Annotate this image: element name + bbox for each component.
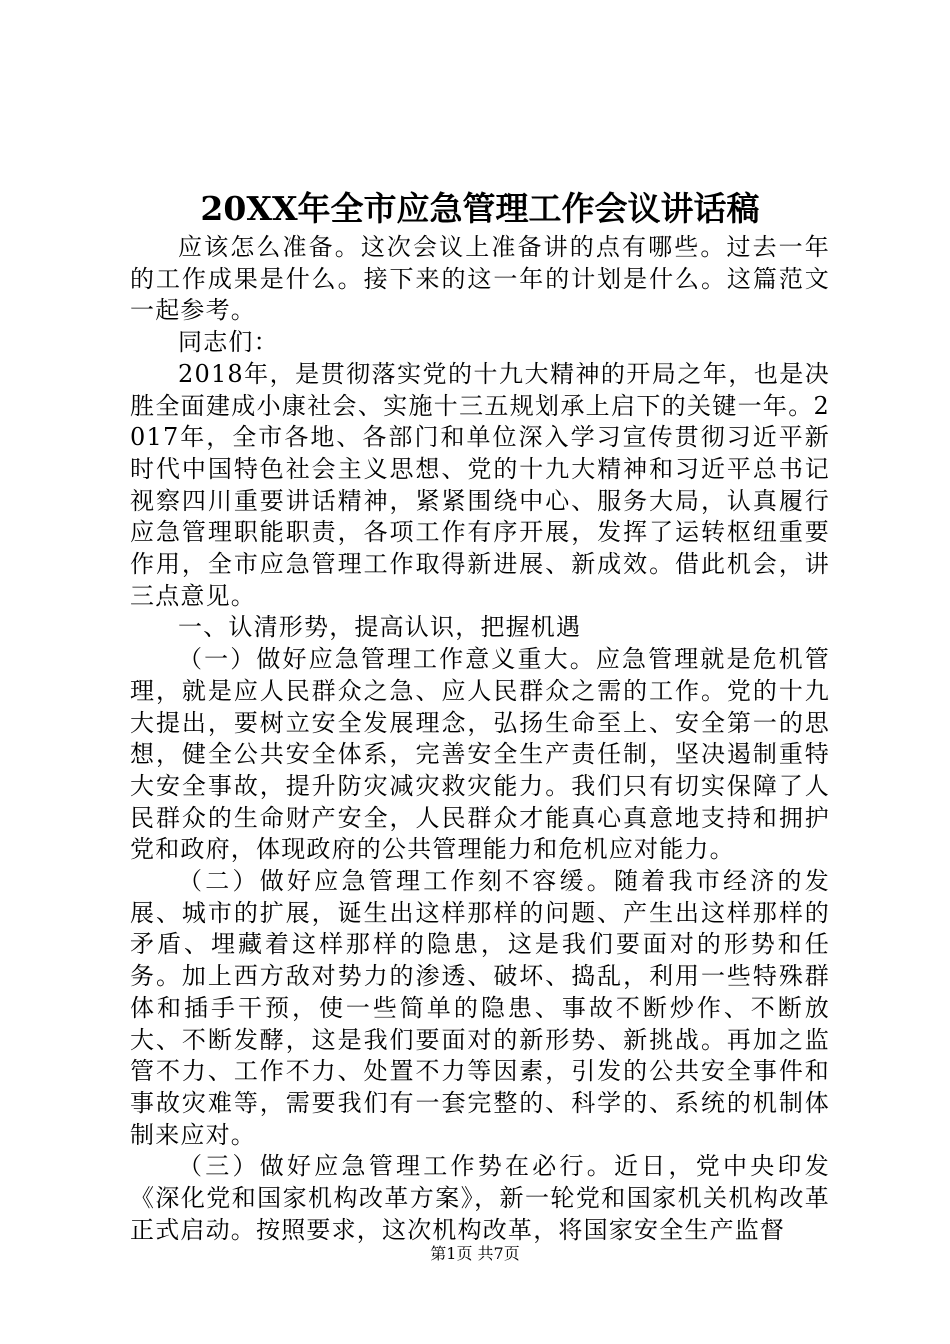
paragraph-point-3: （三）做好应急管理工作势在必行。近日，党中央印发《深化党和国家机构改革方案》，新一轮党和国家机关机构改革正式启动。按照要求，这次机构改革，将国家安全生产监督	[130, 1152, 830, 1244]
document-body	[130, 232, 830, 1247]
paragraph-point-1: （一）做好应急管理工作意义重大。应急管理就是危机管理，就是应人民群众之急、应人民群众之需的工作。党的十九大提出，要树立安全发展理念，弘扬生命至上、安全第一的思想，健全公共安全体系，完善安全生产责任制，坚决遏制重特大安全事故，提升防灾减灾救灾能力。我们只有切实保障了人民群众的生命财产安全，人民群众才能真心真意地支持和拥护党和政府，体现政府的公共管理能力和危机应对能力。	[130, 645, 830, 864]
section-heading-1: 一、认清形势，提高认识，把握机遇	[178, 613, 582, 642]
paragraph-overview: 2018年，是贯彻落实党的十九大精神的开局之年，也是决胜全面建成小康社会、实施十三五规划承上启下的关键一年。2017年，全市各地、各部门和单位深入学习宣传贯彻习近平新时代中国特色社会主义思想、党的十九大精神和习近平总书记视察四川重要讲话精神，紧紧围绕中心、服务大局，认真履行应急管理职能职责，各项工作有序开展，发挥了运转枢纽重要作用，全市应急管理工作取得新进展、新成效。借此机会，讲三点意见。	[130, 359, 830, 610]
paragraph-intro: 应该怎么准备。这次会议上准备讲的点有哪些。过去一年的工作成果是什么。接下来的这一年的计划是什么。这篇范文一起参考。	[130, 233, 830, 325]
document-title: 20XX年全市应急管理工作会议讲话稿	[200, 189, 760, 228]
paragraph-point-2: （二）做好应急管理工作刻不容缓。随着我市经济的发展、城市的扩展，诞生出这样那样的问题、产生出这样那样的矛盾、埋藏着这样那样的隐患，这是我们要面对的形势和任务。加上西方敌对势力的渗透、破坏、捣乱，利用一些特殊群体和插手干预，使一些简单的隐患、事故不断炒作、不断放大、不断发酵，这是我们要面对的新形势、新挑战。再加之监管不力、工作不力、处置不力等因素，引发的公共安全事件和事故灾难等，需要我们有一套完整的、科学的、系统的机制体制来应对。	[130, 867, 830, 1149]
document-page	[130, 0, 830, 1344]
page-footer: 第1页 共7页	[430, 1244, 520, 1263]
paragraph-salutation: 同志们：	[178, 328, 279, 357]
